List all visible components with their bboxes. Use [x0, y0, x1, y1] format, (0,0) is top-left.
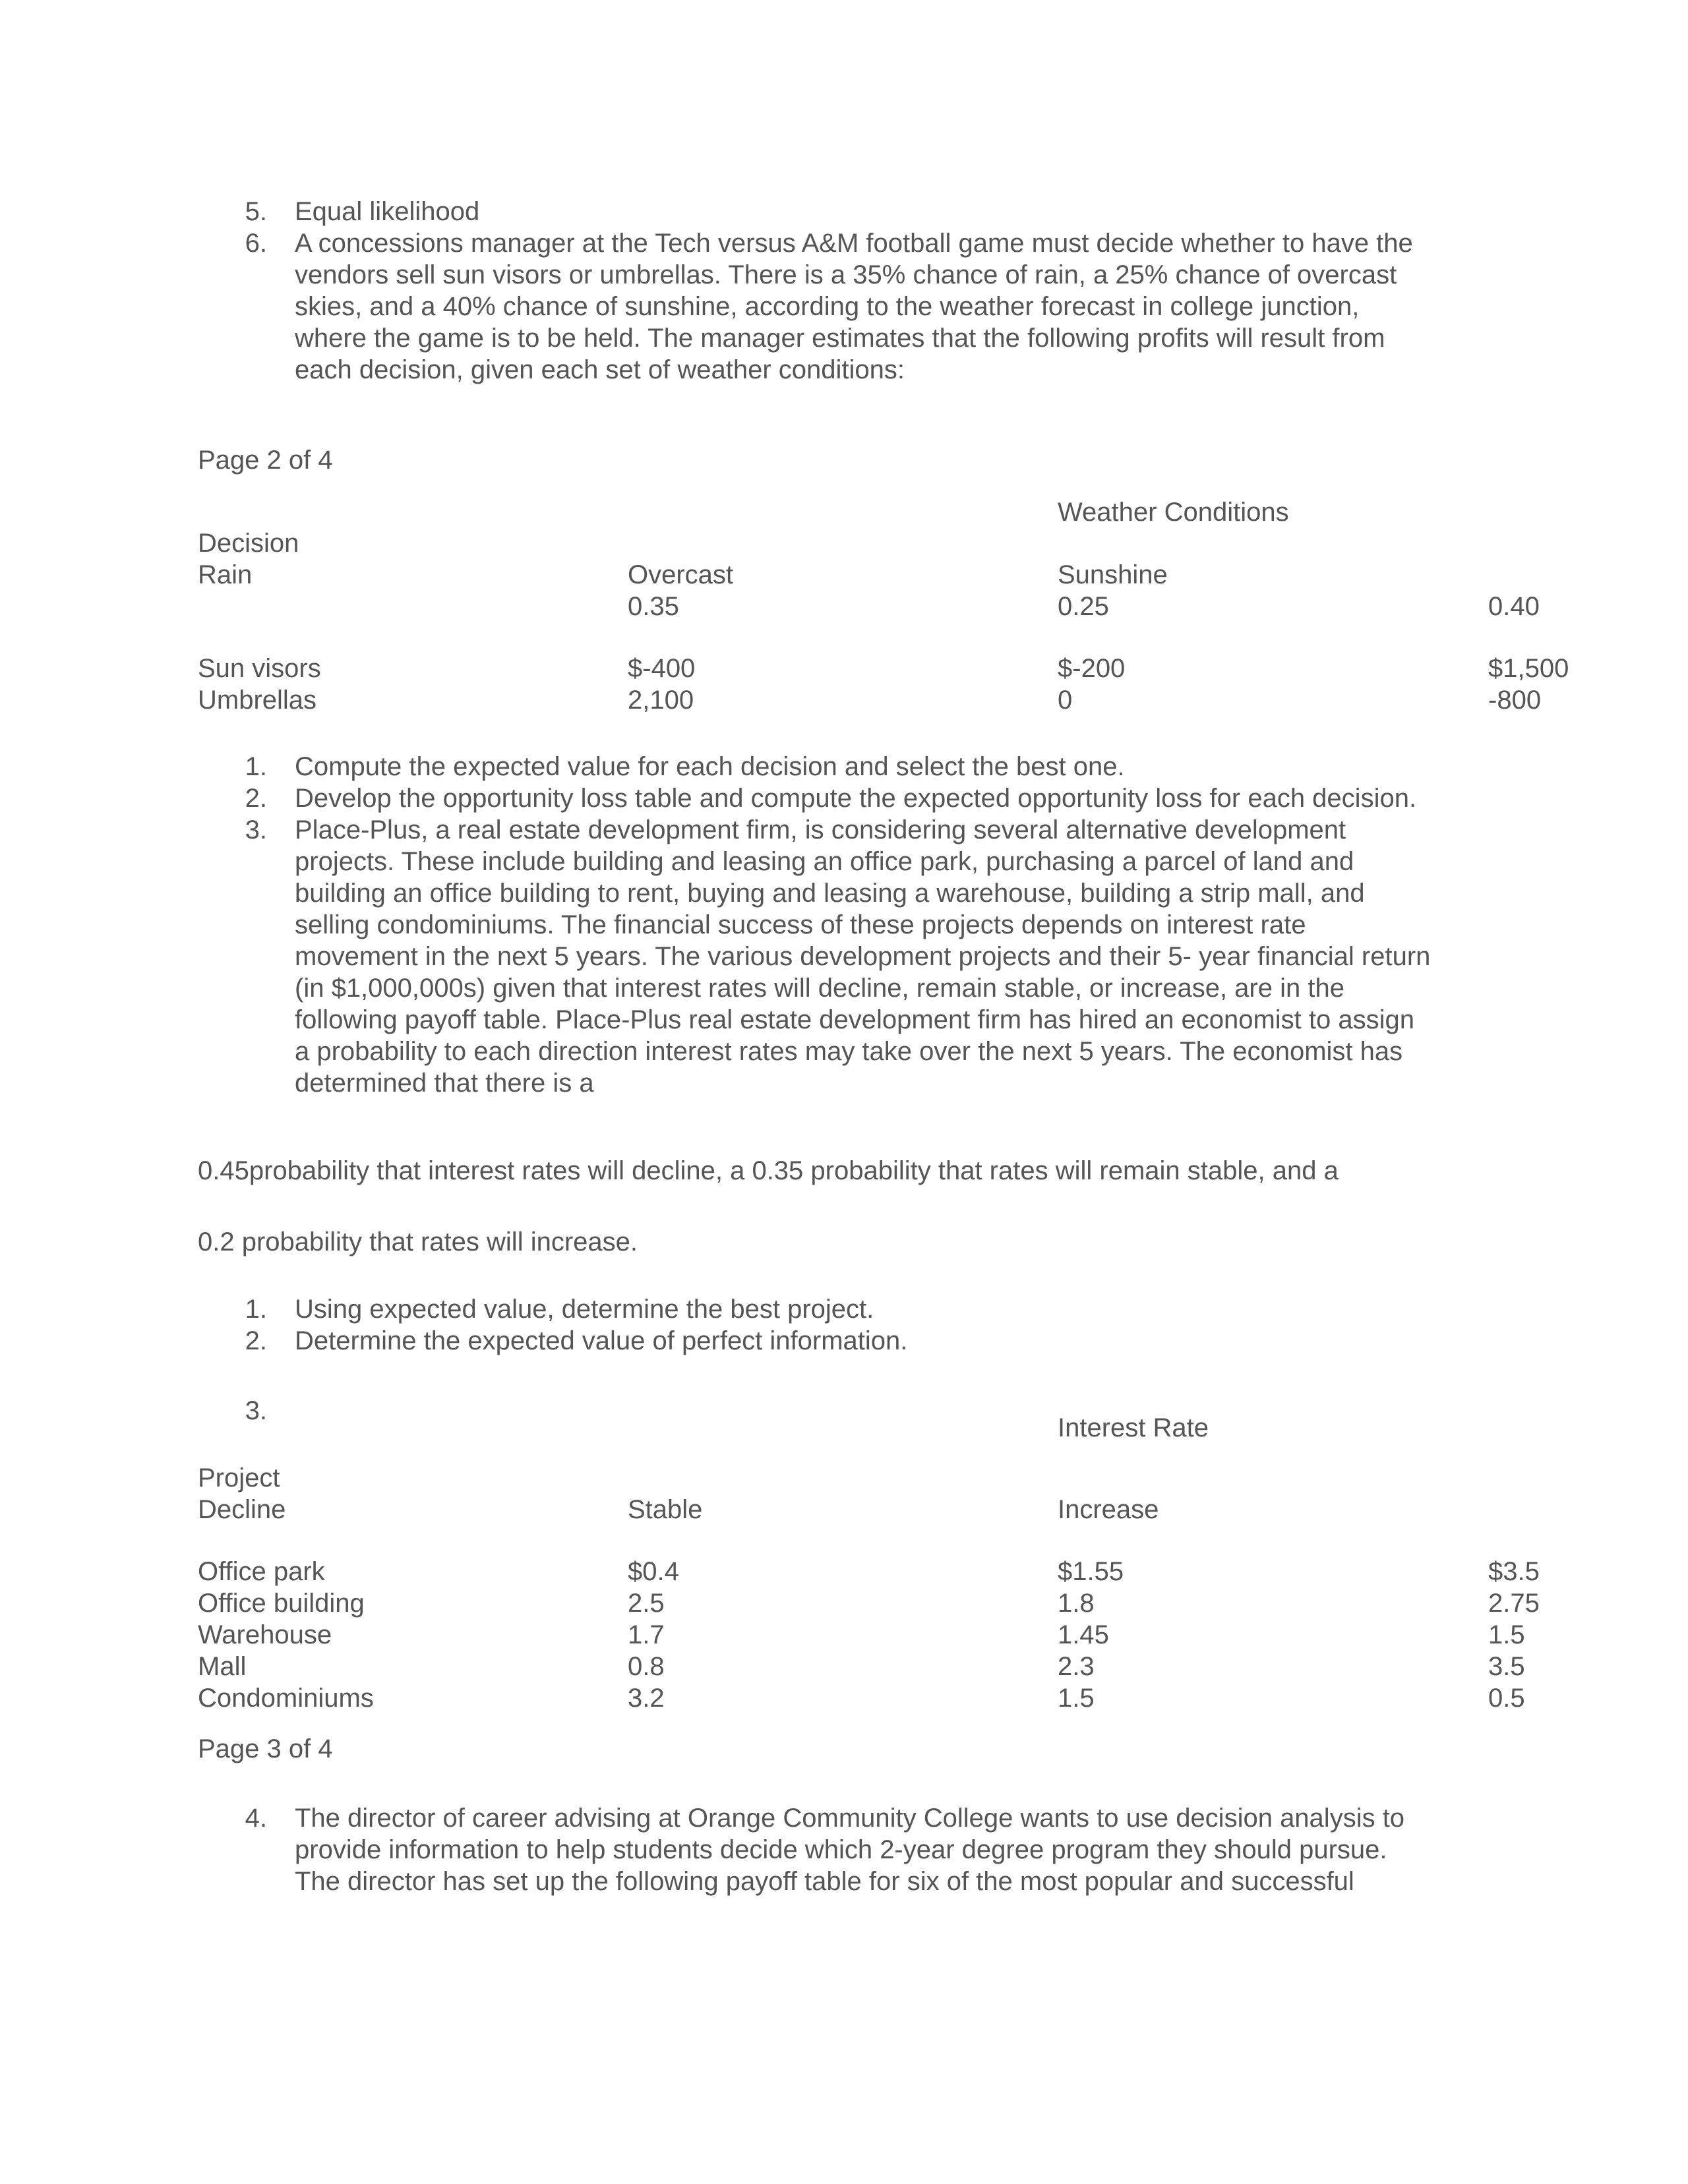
- table-cell: 1.5: [1488, 1620, 1525, 1649]
- list-number: 4.: [245, 1804, 267, 1833]
- list-item-text: vendors sell sun visors or umbrellas. There is a 35% chance of rain, a 25% chance of overcast: [295, 260, 1397, 289]
- table-cell: 0: [1058, 686, 1073, 715]
- table-cell: Warehouse: [198, 1620, 332, 1649]
- table-group-header: Weather Conditions: [1058, 498, 1289, 527]
- table-group-header: Interest Rate: [1058, 1413, 1209, 1442]
- table-cell: 2.5: [628, 1589, 665, 1618]
- list-item-text: determined that there is a: [295, 1069, 594, 1098]
- table-cell: Sun visors: [198, 654, 321, 683]
- list-item-text: The director of career advising at Orange Community College wants to use decision analysis to: [295, 1804, 1405, 1833]
- list-item-text: Equal likelihood: [295, 197, 480, 226]
- table-column-header: Increase: [1058, 1495, 1159, 1524]
- list-item-text: following payoff table. Place-Plus real estate development firm has hired an economist to assign: [295, 1005, 1414, 1034]
- list-item-text: provide information to help students decide which 2-year degree program they should pursue.: [295, 1835, 1387, 1864]
- table-column-header: Decline: [198, 1495, 286, 1524]
- table-column-header: Rain: [198, 560, 253, 589]
- list-item-text: building an office building to rent, buying and leasing a warehouse, building a strip mall, and: [295, 879, 1365, 908]
- list-item: [295, 751, 1482, 782]
- table-probability: 0.25: [1058, 592, 1109, 621]
- list-number: 2.: [245, 1326, 267, 1355]
- list-number: 6.: [245, 229, 267, 258]
- table-cell: $0.4: [628, 1557, 679, 1586]
- table-cell: Umbrellas: [198, 686, 317, 715]
- list-item-text: A concessions manager at the Tech versus A&M football game must decide whether to have the: [295, 229, 1413, 258]
- list-item: [295, 782, 1482, 814]
- paragraph: 0.2 probability that rates will increase.: [198, 1227, 638, 1256]
- table-probability: 0.40: [1488, 592, 1540, 621]
- table-cell: 0.8: [628, 1652, 665, 1681]
- list-item-text: (in $1,000,000s) given that interest rates will decline, remain stable, or increase, are in the: [295, 974, 1344, 1003]
- table-cell: 1.8: [1058, 1589, 1095, 1618]
- table-cell: 2.3: [1058, 1652, 1095, 1681]
- paragraph: 0.45probability that interest rates will decline, a 0.35 probability that rates will remain stable, and a: [198, 1156, 1339, 1185]
- table-cell: Mall: [198, 1652, 247, 1681]
- table-cell: 0.5: [1488, 1684, 1525, 1713]
- page-marker: Page 3 of 4: [198, 1734, 333, 1763]
- table-cell: $1,500: [1488, 654, 1569, 683]
- list-item-text: projects. These include building and leasing an office park, purchasing a parcel of land and: [295, 847, 1354, 876]
- table-cell: -800: [1488, 686, 1542, 715]
- table-cell: 3.5: [1488, 1652, 1525, 1681]
- table-row-header: Decision: [198, 529, 299, 558]
- table-cell: 1.5: [1058, 1684, 1095, 1713]
- list-item-text: Determine the expected value of perfect information.: [295, 1326, 908, 1355]
- list-item: [295, 1293, 1482, 1325]
- list-item-text: Compute the expected value for each decision and select the best one.: [295, 752, 1125, 781]
- list-number: 3.: [245, 815, 267, 844]
- table-probability: 0.35: [628, 592, 679, 621]
- list-item-text: movement in the next 5 years. The various development projects and their 5- year financial return: [295, 942, 1431, 971]
- table-cell: 3.2: [628, 1684, 665, 1713]
- list-item: [295, 1325, 1482, 1357]
- list-item: [295, 227, 1482, 386]
- table-cell: $-400: [628, 654, 696, 683]
- list-number: 1.: [245, 1295, 267, 1324]
- list-item: [295, 1802, 1482, 1897]
- table-cell: Office building: [198, 1589, 365, 1618]
- table-cell: $1.55: [1058, 1557, 1124, 1586]
- table-cell: 2,100: [628, 686, 694, 715]
- list-item-text: where the game is to be held. The manager estimates that the following profits will result from: [295, 324, 1385, 353]
- table-cell: $-200: [1058, 654, 1126, 683]
- table-column-header: Stable: [628, 1495, 703, 1524]
- table-cell: 1.45: [1058, 1620, 1109, 1649]
- table-column-header: Overcast: [628, 560, 734, 589]
- list-item-text: Place-Plus, a real estate development firm, is considering several alternative development: [295, 815, 1346, 844]
- list-number: 1.: [245, 752, 267, 781]
- list-item: [295, 814, 1482, 1099]
- table-cell: Condominiums: [198, 1684, 374, 1713]
- table-cell: Office park: [198, 1557, 325, 1586]
- table-cell: $3.5: [1488, 1557, 1540, 1586]
- list-number: 3.: [245, 1396, 267, 1425]
- list-item-text: selling condominiums. The financial success of these projects depends on interest rate: [295, 910, 1306, 939]
- list-item-text: skies, and a 40% chance of sunshine, according to the weather forecast in college junction,: [295, 292, 1360, 321]
- list-number: 2.: [245, 784, 267, 813]
- table-cell: 1.7: [628, 1620, 665, 1649]
- list-item-text: each decision, given each set of weather conditions:: [295, 355, 905, 384]
- list-item-text: Develop the opportunity loss table and compute the expected opportunity loss for each decision.: [295, 784, 1417, 813]
- table-row-header: Project: [198, 1463, 280, 1492]
- list-number: 5.: [245, 197, 267, 226]
- page-marker: Page 2 of 4: [198, 446, 333, 475]
- list-item-text: Using expected value, determine the best project.: [295, 1295, 874, 1324]
- list-item: [295, 196, 1482, 227]
- table-cell: 2.75: [1488, 1589, 1540, 1618]
- list-item-text: a probability to each direction interest rates may take over the next 5 years. The economist has: [295, 1037, 1403, 1066]
- table-column-header: Sunshine: [1058, 560, 1168, 589]
- list-item-text: The director has set up the following payoff table for six of the most popular and successful: [295, 1867, 1354, 1896]
